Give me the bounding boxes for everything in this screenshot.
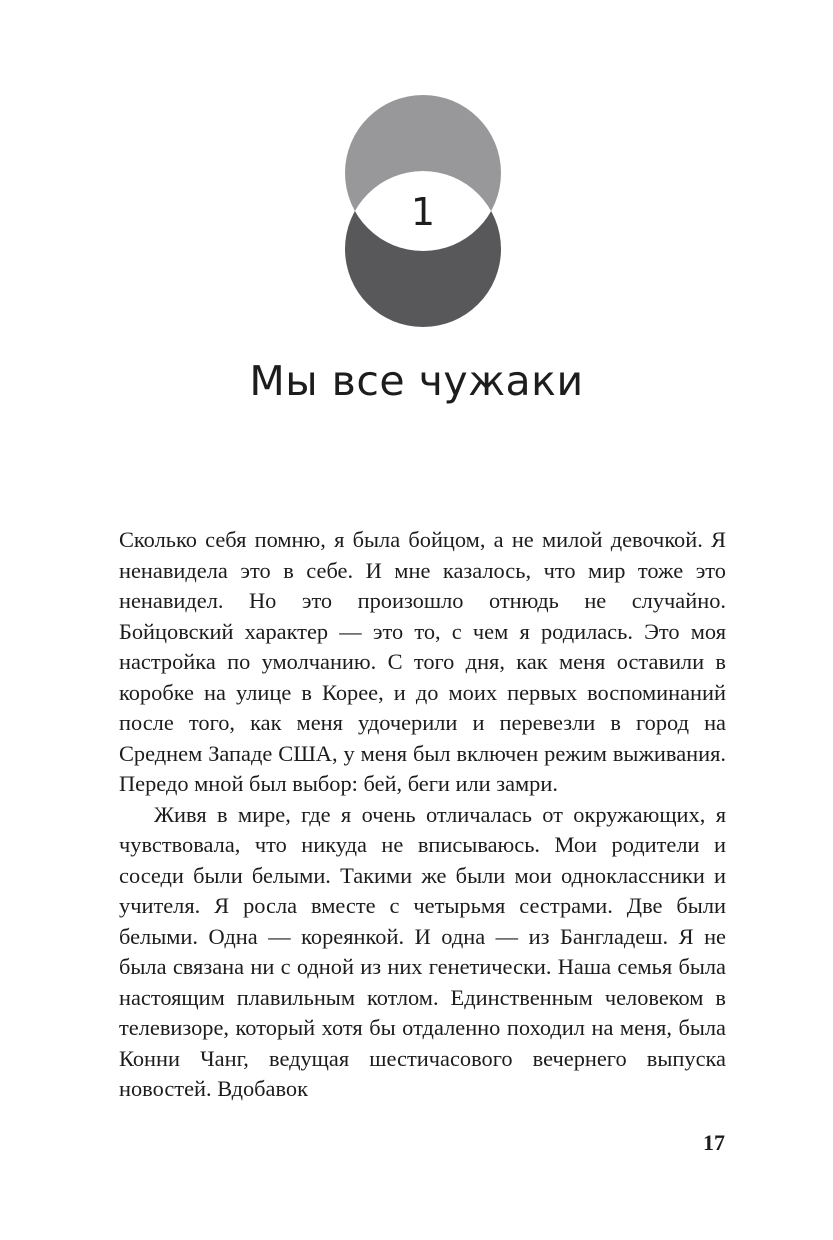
chapter-emblem (341, 91, 505, 331)
page-number: 17 (703, 1130, 725, 1155)
paragraph-2: Живя в мире, где я очень отличалась от окружающих, я чувствовала, что никуда не вписываюсь. Мои родители и соседи были белыми. Такими же были мои одноклассники и учителя. Я росла вместе с четырьмя сестрами. Две были белыми. Одна — кореянкой. И одна — из Бангладеш. Я не была связана ни с одной из них генетически. Наша семья была настоящим плавильным котлом. Единственным человеком в телевизоре, который хотя бы отдаленно походил на меня, была Конни Чанг, ведущая шестичасового вечернего выпуска новостей. Вдобавок (119, 801, 726, 1101)
chapter-number: 1 (410, 190, 436, 234)
paragraph-1: Сколько себя помню, я была бойцом, а не милой девочкой. Я ненавидела это в себе. И мне казалось, что мир тоже это ненавидел. Но это произошло отнюдь не случайно. Бойцовский характер — это то, с чем я родилась. Это моя настройка по умолчанию. С того дня, как меня оставили в коробке на улице в Корее, и до моих первых воспоминаний после того, как меня удочерили и перевезли в город на Среднем Западе США, у меня был включен режим выживания. Передо мной был выбор: бей, беги или замри. (119, 527, 726, 796)
chapter-title: Мы все чужаки (249, 357, 584, 405)
body-text (119, 525, 726, 1105)
